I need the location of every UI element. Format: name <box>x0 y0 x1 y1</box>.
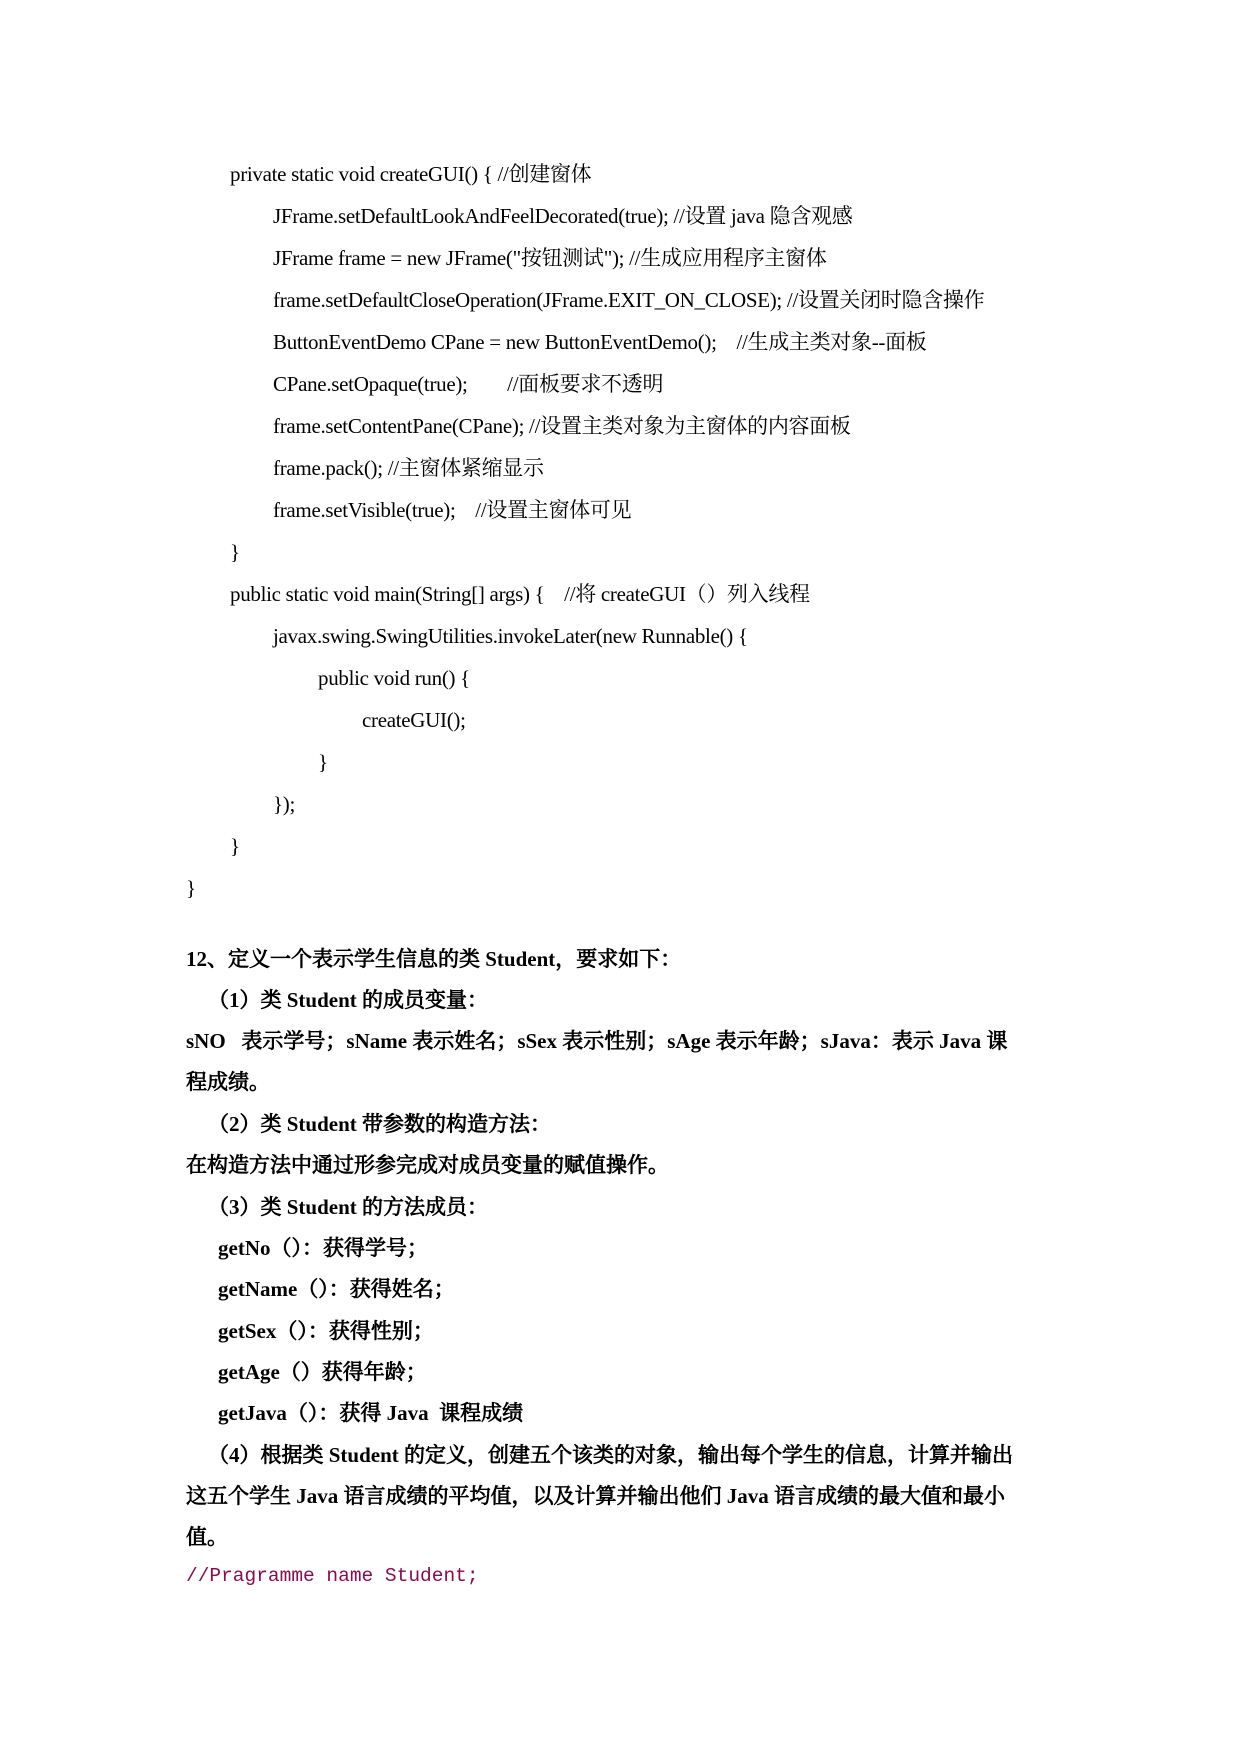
section-4-body: 这五个学生 Java 语言成绩的平均值，以及计算并输出他们 Java 语言成绩的最大值和最小 <box>186 1484 1005 1508</box>
code-line: } <box>230 834 240 858</box>
code-line: frame.pack(); //主窗体紧缩显示 <box>273 456 544 480</box>
code-line: frame.setDefaultCloseOperation(JFrame.EXIT_ON_CLOSE); //设置关闭时隐含操作 <box>273 288 985 312</box>
code-line: }); <box>273 792 296 816</box>
code-line: } <box>186 876 196 900</box>
code-line: } <box>318 750 328 774</box>
code-line: public void run() { <box>318 666 470 690</box>
exercise-heading: 12、定义一个表示学生信息的类 Student，要求如下： <box>186 947 682 971</box>
section-1-body: sNO 表示学号；sName 表示姓名；sSex 表示性别；sAge 表示年龄；sJava：表示 Java 课 <box>186 1029 1008 1053</box>
code-line: } <box>230 540 240 564</box>
section-1-body: 程成绩。 <box>186 1070 270 1094</box>
method-item: getSex（）：获得性别； <box>218 1319 434 1343</box>
method-item: getAge（）获得年龄； <box>218 1360 427 1384</box>
code-line: ButtonEventDemo CPane = new ButtonEventDemo(); //生成主类对象--面板 <box>273 330 927 354</box>
section-4-body: （4）根据类 Student 的定义，创建五个该类的对象，输出每个学生的信息，计算并输出 <box>208 1443 1014 1467</box>
section-1-title: （1）类 Student 的成员变量： <box>208 988 489 1012</box>
code-line: javax.swing.SwingUtilities.invokeLater(new Runnable() { <box>273 624 748 648</box>
code-comment: //Pragramme name Student; <box>186 1565 479 1587</box>
section-4-body: 值。 <box>186 1525 228 1549</box>
code-line: frame.setVisible(true); //设置主窗体可见 <box>273 498 632 522</box>
method-item: getName（）：获得姓名； <box>218 1277 455 1301</box>
section-2-body: 在构造方法中通过形参完成对成员变量的赋值操作。 <box>186 1153 669 1177</box>
section-3-title: （3）类 Student 的方法成员： <box>208 1195 489 1219</box>
section-2-title: （2）类 Student 带参数的构造方法： <box>208 1112 552 1136</box>
code-line: frame.setContentPane(CPane); //设置主类对象为主窗体的内容面板 <box>273 414 851 438</box>
method-item: getJava（）：获得 Java 课程成绩 <box>218 1401 524 1425</box>
code-line: JFrame.setDefaultLookAndFeelDecorated(true); //设置 java 隐含观感 <box>273 204 853 228</box>
code-line: CPane.setOpaque(true); //面板要求不透明 <box>273 372 664 396</box>
code-line: private static void createGUI() { //创建窗体 <box>230 162 592 186</box>
code-line: public static void main(String[] args) { //将 createGUI（）列入线程 <box>230 582 810 606</box>
code-line: createGUI(); <box>362 708 466 732</box>
method-item: getNo（）：获得学号； <box>218 1236 428 1260</box>
code-line: JFrame frame = new JFrame("按钮测试"); //生成应用程序主窗体 <box>273 246 827 270</box>
